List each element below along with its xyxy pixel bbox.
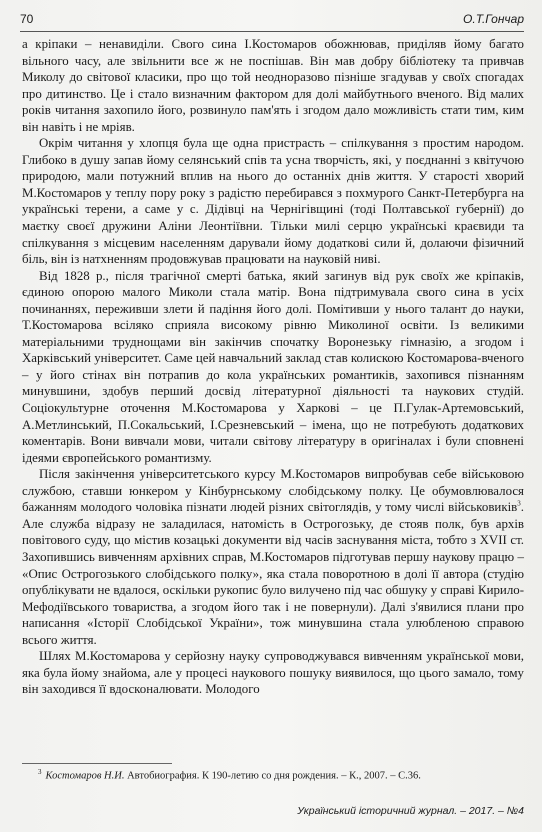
paragraph: Від 1828 р., після трагічної смерті батька, який загинув від рук своїх же кріпаків, єдиною опорою малого Миколи стала матір. Вона підтримувала свого сина в усіх починаннях, переживши злети й падіння його долі. Помітивши у нього талант до науки, Т.Костомарова всіляко сприяла високому рівню Миколиної освіти. Із великими матеріальними труднощами він закінчив спочатку Воронезьку гімназію, а згодом і Харківський університет. Саме цей навчальний заклад став колискою Костомарова-вченого – у його стінах він потрапив до кола українських романтиків, захопився пізнанням минувшини, здобув перший досвід літературної діяльності та наукових студій. Соціокультурне оточення М.Костомарова у Харкові – це П.Гулак-Артемовський, А.Метлинський, П.Сокальський, І.Срезневський – імена, що не потребують додаткових коментарів. Вони вивчали мови, читали світову літературу в оригіналах і були сповнені ідеями європейського романтизму. <box>22 268 524 465</box>
footnote-text: Автобиография. К 190-летию со дня рождения. – К., 2007. – С.36. <box>124 770 421 782</box>
paragraph: Окрім читання у хлопця була ще одна пристрасть – спілкування з простим народом. Глибоко в душу запав йому селянський спів та усна творчість, які, у поєднанні з квітучою природою, мали потужний вплив на нього до останніх днів життя. У старості хворий М.Костомаров у теплу пору року з радістю перебирався з похмурого Санкт-Петербурга на українські терени, а саме у с. Дідівці на Чернігівщині (тоді Полтавської губернії) до маєтку своєї дружини Аліни Леонтіївни. Тільки милі серцю українські краєвиди та спілкування з місцевим населенням дарували йому додаткові сили й, долаючи фізичний біль, він із натхненням продовжував працювати на науковій ниві. <box>22 136 524 267</box>
journal-footer: Український історичний журнал. – 2017. – №4 <box>297 805 524 817</box>
footnote-reference[interactable]: 3 <box>517 500 521 509</box>
footnote-author: Костомаров Н.И. <box>45 770 125 782</box>
paragraph: а кріпаки – ненавиділи. Свого сина І.Костомаров обожнював, приділяв йому багато вільного часу, але звільнити все ж не поспішав. Він мав добру бібліотеку та привчав Миколу до світової класики, про що той неодноразово пізніше згадував у своїх спогадах про дитинство. Це і стало визначним фактором для долі майбутнього вченого. Від малих років читання захопило його, розвинуло пам'ять і згодом дало можливість стати тим, ким він навіть і не мріяв. <box>22 37 524 134</box>
running-head-author: О.Т.Гончар <box>463 12 524 26</box>
paragraph-text: Після закінчення університетського курсу М.Костомаров випробував себе військовою службою, ставши юнкером у Кінбурнському слобідському полку. Це обумовлювалося бажанням молодого чоловіка пізнати людей різних світоглядів, у тому числі військовиків <box>22 467 524 515</box>
paragraph: Шлях М.Костомарова у серйозну науку супроводжувався вивченням української мови, яка була йому знайома, але у процесі наукового пошуку виявилося, що цього замало, тому він заходився її вдосконалювати. Молодого <box>22 649 524 697</box>
footnote <box>38 766 522 783</box>
paragraph-with-footnote <box>22 466 524 648</box>
paragraph-text: . Але служба відразу не заладилася, натомість в Острогозьку, де стояв полк, був архів повітового суду, що містив козацькі документи від часів заснування міста, тобто з XVII ст. Захопившись вивченням архівних справ, М.Костомаров підготував першу наукову працю – «Опис Острогозького слобідського полку», яка стала поворотною в долі її автора (студію опублікувати не вдалося, оскільки рукопис було вилучено під час обшуку у справі Кирило-Мефодіївського товариства, а згодом його так і не повернули). Далі з'явилися плани про написання «Історії Слобідської України», тож минувшина стала улюбленою справою всього життя. <box>22 500 524 647</box>
header-divider <box>20 31 524 32</box>
page-number: 70 <box>20 12 34 26</box>
footnote-mark: 3 <box>38 768 42 776</box>
page-header <box>20 10 524 30</box>
article-body <box>22 36 524 698</box>
footnote-divider <box>22 763 172 764</box>
